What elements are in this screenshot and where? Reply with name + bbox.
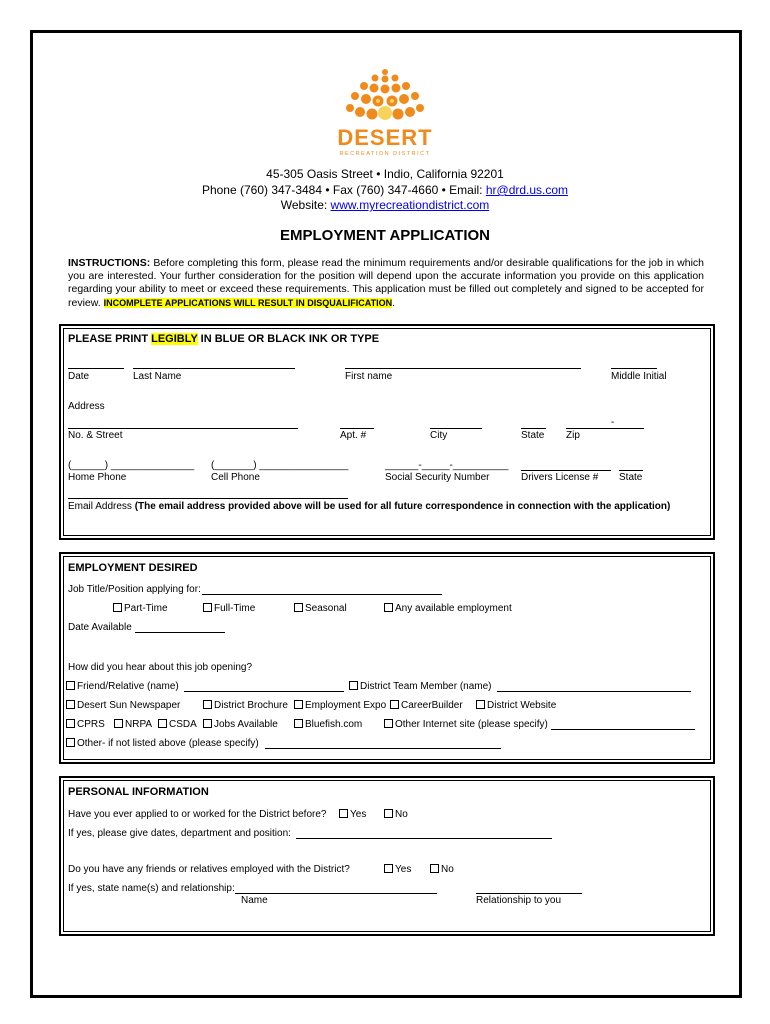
relatives-yes-option[interactable] bbox=[384, 864, 411, 875]
logo-sub: RECREATION DISTRICT bbox=[339, 151, 431, 157]
contact-line bbox=[0, 183, 770, 197]
section3-header: PERSONAL INFORMATION bbox=[68, 786, 209, 798]
part-time-label: Part-Time bbox=[124, 603, 168, 614]
bluefish-checkbox[interactable] bbox=[294, 719, 303, 728]
first-name-field[interactable] bbox=[345, 368, 581, 369]
instructions-label: INSTRUCTIONS: bbox=[68, 257, 151, 269]
brochure-option[interactable] bbox=[203, 700, 288, 711]
cprs-option[interactable] bbox=[66, 719, 105, 730]
if-yes-dates-field[interactable] bbox=[296, 838, 552, 839]
bluefish-option[interactable] bbox=[294, 719, 362, 730]
date-available-label: Date Available bbox=[68, 622, 132, 633]
brochure-label: District Brochure bbox=[214, 700, 288, 711]
email-field[interactable] bbox=[68, 498, 348, 499]
jobs-available-label: Jobs Available bbox=[214, 719, 278, 730]
brochure-checkbox[interactable] bbox=[203, 700, 212, 709]
desert-sun-option[interactable] bbox=[66, 700, 180, 711]
address-label: Address bbox=[68, 401, 105, 412]
applied-before-label: Have you ever applied to or worked for the District before? bbox=[68, 809, 327, 820]
expo-option[interactable] bbox=[294, 700, 386, 711]
relationship-label: Relationship to you bbox=[476, 895, 562, 906]
other-field[interactable] bbox=[265, 748, 501, 749]
district-team-label: District Team Member (name) bbox=[360, 681, 492, 692]
section1-header-post: IN BLUE OR BLACK INK OR TYPE bbox=[197, 333, 380, 345]
instructions-end: . bbox=[392, 296, 396, 309]
relatives-no-checkbox[interactable] bbox=[430, 864, 439, 873]
legibly-highlight: LEGIBLY bbox=[151, 333, 198, 345]
job-title-label: Job Title/Position applying for: bbox=[68, 584, 201, 595]
relatives-no-option[interactable] bbox=[430, 864, 454, 875]
job-title-field[interactable] bbox=[202, 594, 442, 595]
full-time-label: Full-Time bbox=[214, 603, 256, 614]
website-label: Website: bbox=[280, 198, 331, 212]
any-employment-label: Any available employment bbox=[395, 603, 512, 614]
expo-checkbox[interactable] bbox=[294, 700, 303, 709]
careerbuilder-label: CareerBuilder bbox=[401, 700, 463, 711]
dl-state-label: State bbox=[619, 472, 643, 483]
home-phone-label: Home Phone bbox=[68, 472, 127, 483]
date-label: Date bbox=[68, 371, 90, 382]
website-line bbox=[0, 198, 770, 212]
street-field[interactable] bbox=[68, 428, 298, 429]
option-any[interactable] bbox=[384, 603, 512, 614]
bluefish-label: Bluefish.com bbox=[305, 719, 363, 730]
email-label-row bbox=[68, 501, 670, 512]
drivers-license-field[interactable] bbox=[521, 470, 611, 471]
personal-info-section bbox=[59, 776, 715, 936]
first-name-label: First name bbox=[345, 371, 393, 382]
website-link[interactable]: www.myrecreationdistrict.com bbox=[330, 198, 490, 212]
cprs-checkbox[interactable] bbox=[66, 719, 75, 728]
full-time-checkbox[interactable] bbox=[203, 603, 212, 612]
option-part-time[interactable] bbox=[113, 603, 168, 614]
applied-no-label: No bbox=[395, 809, 408, 820]
jobs-available-option[interactable] bbox=[203, 719, 278, 730]
middle-initial-label: Middle Initial bbox=[611, 371, 667, 382]
any-employment-checkbox[interactable] bbox=[384, 603, 393, 612]
cell-phone-field[interactable]: (_______) ________________ bbox=[211, 460, 349, 471]
relative-name-field[interactable] bbox=[235, 893, 437, 894]
state-field[interactable] bbox=[521, 428, 546, 429]
other-internet-option[interactable] bbox=[384, 719, 548, 730]
home-phone-field[interactable]: (______) _______________ bbox=[68, 460, 195, 471]
section1-header-pre: PLEASE PRINT bbox=[68, 333, 152, 345]
desert-sun-label: Desert Sun Newspaper bbox=[77, 700, 181, 711]
dl-state-field[interactable] bbox=[619, 470, 643, 471]
friend-option[interactable] bbox=[66, 681, 179, 692]
ssn-field[interactable]: ______-_____-__________ bbox=[385, 460, 509, 471]
city-field[interactable] bbox=[430, 428, 482, 429]
how-heard-label: How did you hear about this job opening? bbox=[68, 662, 253, 673]
seasonal-checkbox[interactable] bbox=[294, 603, 303, 612]
district-website-option[interactable] bbox=[476, 700, 556, 711]
district-website-label: District Website bbox=[487, 700, 557, 711]
jobs-available-checkbox[interactable] bbox=[203, 719, 212, 728]
street-label: No. & Street bbox=[68, 430, 123, 441]
nrpa-label: NRPA bbox=[125, 719, 153, 730]
other-internet-field[interactable] bbox=[551, 729, 695, 730]
district-team-name-field[interactable] bbox=[497, 691, 691, 692]
instructions-text: Before completing this form, please read the minimum requirements and/or desirable qualifications for the job in which you are interested. Your further consideration for the position will depend upon the accurate information you provide on this application regarding your ability to meet or exceed these requirements. This application must be filled out completely and signed to be accepted for review. bbox=[68, 257, 704, 309]
phone-fax-text: Phone (760) 347-3484 • Fax (760) 347-4660 • Email: bbox=[201, 183, 486, 197]
name-label: Name bbox=[241, 895, 268, 906]
other-internet-label: Other Internet site (please specify) bbox=[395, 719, 548, 730]
district-website-checkbox[interactable] bbox=[476, 700, 485, 709]
part-time-checkbox[interactable] bbox=[113, 603, 122, 612]
careerbuilder-checkbox[interactable] bbox=[390, 700, 399, 709]
district-team-option[interactable] bbox=[349, 681, 492, 692]
option-full-time[interactable] bbox=[203, 603, 255, 614]
desert-logo bbox=[320, 66, 450, 162]
friend-label: Friend/Relative (name) bbox=[77, 681, 179, 692]
apt-label: Apt. # bbox=[340, 430, 367, 441]
disqualification-warning: INCOMPLETE APPLICATIONS WILL RESULT IN DISQUALIFICATION bbox=[103, 297, 393, 308]
applied-yes-option[interactable] bbox=[339, 809, 366, 820]
zip-dash: - bbox=[611, 417, 615, 428]
friend-name-field[interactable] bbox=[184, 691, 344, 692]
expo-label: Employment Expo bbox=[305, 700, 387, 711]
relatives-no-label: No bbox=[441, 864, 454, 875]
relatives-yes-label: Yes bbox=[395, 864, 412, 875]
middle-initial-field[interactable] bbox=[611, 368, 657, 369]
drivers-license-label: Drivers License # bbox=[521, 472, 599, 483]
zip-field[interactable] bbox=[566, 428, 644, 429]
nrpa-checkbox[interactable] bbox=[114, 719, 123, 728]
relatives-label: Do you have any friends or relatives employed with the District? bbox=[68, 864, 350, 875]
email-note: (The email address provided above will be used for all future correspondence in connection with the application) bbox=[134, 501, 671, 512]
cell-phone-label: Cell Phone bbox=[211, 472, 260, 483]
apt-field[interactable] bbox=[340, 428, 374, 429]
address-line: 45-305 Oasis Street • Indio, California 92201 bbox=[266, 167, 504, 181]
careerbuilder-option[interactable] bbox=[390, 700, 463, 711]
option-seasonal[interactable] bbox=[294, 603, 347, 614]
logo-word: DESERT bbox=[337, 125, 433, 150]
if-yes-names-label: If yes, state name(s) and relationship: bbox=[68, 883, 235, 894]
other-checkbox[interactable] bbox=[66, 738, 75, 747]
seasonal-label: Seasonal bbox=[305, 603, 347, 614]
other-option[interactable] bbox=[66, 738, 259, 749]
section2-header: EMPLOYMENT DESIRED bbox=[68, 562, 198, 574]
email-link[interactable]: hr@drd.us.com bbox=[485, 183, 569, 197]
zip-label: Zip bbox=[566, 430, 580, 441]
section1-header bbox=[68, 333, 379, 345]
desert-sun-checkbox[interactable] bbox=[66, 700, 75, 709]
date-available-field[interactable] bbox=[135, 632, 225, 633]
friend-checkbox[interactable] bbox=[66, 681, 75, 690]
district-team-checkbox[interactable] bbox=[349, 681, 358, 690]
other-internet-checkbox[interactable] bbox=[384, 719, 393, 728]
relatives-yes-checkbox[interactable] bbox=[384, 864, 393, 873]
csda-option[interactable] bbox=[158, 719, 197, 730]
applied-no-option[interactable] bbox=[384, 809, 408, 820]
city-label: City bbox=[430, 430, 448, 441]
other-label: Other- if not listed above (please specify) bbox=[77, 738, 259, 749]
email-label: Email Address bbox=[68, 501, 135, 512]
cprs-label: CPRS bbox=[77, 719, 105, 730]
date-field[interactable] bbox=[68, 368, 124, 369]
applied-no-checkbox[interactable] bbox=[384, 809, 393, 818]
page-title: EMPLOYMENT APPLICATION bbox=[280, 227, 490, 244]
last-name-field[interactable] bbox=[133, 368, 295, 369]
csda-label: CSDA bbox=[169, 719, 197, 730]
nrpa-option[interactable] bbox=[114, 719, 152, 730]
ssn-label: Social Security Number bbox=[385, 472, 490, 483]
if-yes-dates-label: If yes, please give dates, department and position: bbox=[68, 828, 291, 839]
state-label: State bbox=[521, 430, 545, 441]
relationship-field[interactable] bbox=[476, 893, 582, 894]
csda-checkbox[interactable] bbox=[158, 719, 167, 728]
instructions bbox=[68, 257, 704, 310]
last-name-label: Last Name bbox=[133, 371, 182, 382]
applied-yes-label: Yes bbox=[350, 809, 367, 820]
applied-yes-checkbox[interactable] bbox=[339, 809, 348, 818]
